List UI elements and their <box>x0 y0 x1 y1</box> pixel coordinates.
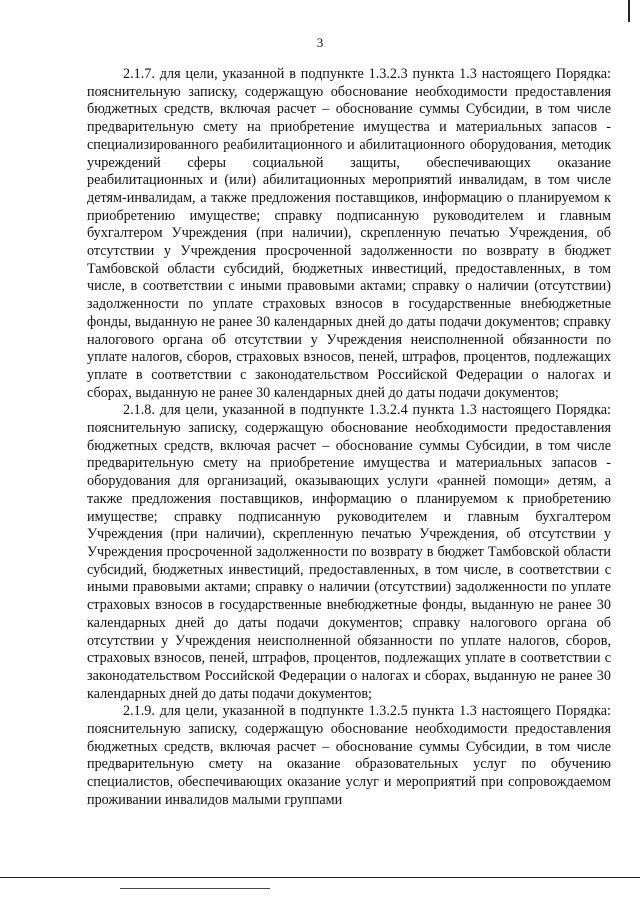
page-number: 3 <box>316 35 324 50</box>
bottom-rule <box>0 877 640 878</box>
paragraph-2-1-7: 2.1.7. для цели, указанной в подпункте 1.3.2.3 пункта 1.3 настоящего Порядка: пояснительную записку, содержащую обоснование необходимости предоставления бюджетных средств, включая расчет – обоснование суммы Субсидии, в том числе предварительную смету на приобретение имущества и материальных запасов - специализированного реабилитационного и абилитационного оборудования, методик учреждений сферы социальной защиты, обеспечивающих оказание реабилитационных и (или) абилитационных мероприятий инвалидам, в том числе детям-инвалидам, а также предложения поставщиков, информацию о планируемом к приобретению имуществе; справку подписанную руководителем и главным бухгалтером Учреждения (при наличии), скрепленную печатью Учреждения, об отсутствии у Учреждения просроченной задолженности по возврату в бюджет Тамбовской области субсидий, бюджетных инвестиций, предоставленных, в том числе, в соответствии с иными правовыми актами; справку о наличии (отсутствии) задолженности по уплате страховых взносов в государственные внебюджетные фонды, выданную не ранее 30 календарных дней до даты подачи документов; справку налогового органа об отсутствии у Учреждения неисполненной обязанности по уплате налогов, сборов, страховых взносов, пеней, штрафов, процентов, подлежащих уплате в соответствии с законодательством Российской Федерации о налогах и сборах, выданную не ранее 30 календарных дней до даты подачи документов; <box>87 66 611 401</box>
paragraph-2-1-8: 2.1.8. для цели, указанной в подпункте 1.3.2.4 пункта 1.3 настоящего Порядка: пояснительную записку, содержащую обоснование необходимости предоставления бюджетных средств, включая расчет – обоснование суммы Субсидии, в том числе предварительную смету на приобретение имущества и материальных запасов - оборудования для организаций, оказывающих услуги «ранней помощи» детям, а также предложения поставщиков, информацию о планируемом к приобретению имуществе; справку подписанную руководителем и главным бухгалтером Учреждения (при наличии), скрепленную печатью Учреждения, об отсутствии у Учреждения просроченной задолженности по возврату в бюджет Тамбовской области субсидий, бюджетных инвестиций, предоставленных, в том числе, в соответствии с иными правовыми актами; справку о наличии (отсутствии) задолженности по уплате страховых взносов в государственные внебюджетные фонды, выданную не ранее 30 календарных дней до даты подачи документов; справку налогового органа об отсутствии у Учреждения неисполненной обязанности по уплате налогов, сборов, страховых взносов, пеней, штрафов, процентов, подлежащих уплате в соответствии с законодательством Российской Федерации о налогах и сборах, выданную не ранее 30 календарных дней до даты подачи документов; <box>87 402 611 702</box>
document-body <box>87 66 611 810</box>
corner-mark <box>628 0 630 22</box>
bottom-rule-short <box>120 888 270 889</box>
paragraph-2-1-9: 2.1.9. для цели, указанной в подпункте 1.3.2.5 пункта 1.3 настоящего Порядка: пояснительную записку, содержащую обоснование необходимости предоставления бюджетных средств, включая расчет – обоснование суммы Субсидии, в том числе предварительную смету на оказание образовательных услуг по обучению специалистов, обеспечивающих оказание услуг и мероприятий при сопровождаемом проживании инвалидов малыми группами <box>87 703 611 808</box>
